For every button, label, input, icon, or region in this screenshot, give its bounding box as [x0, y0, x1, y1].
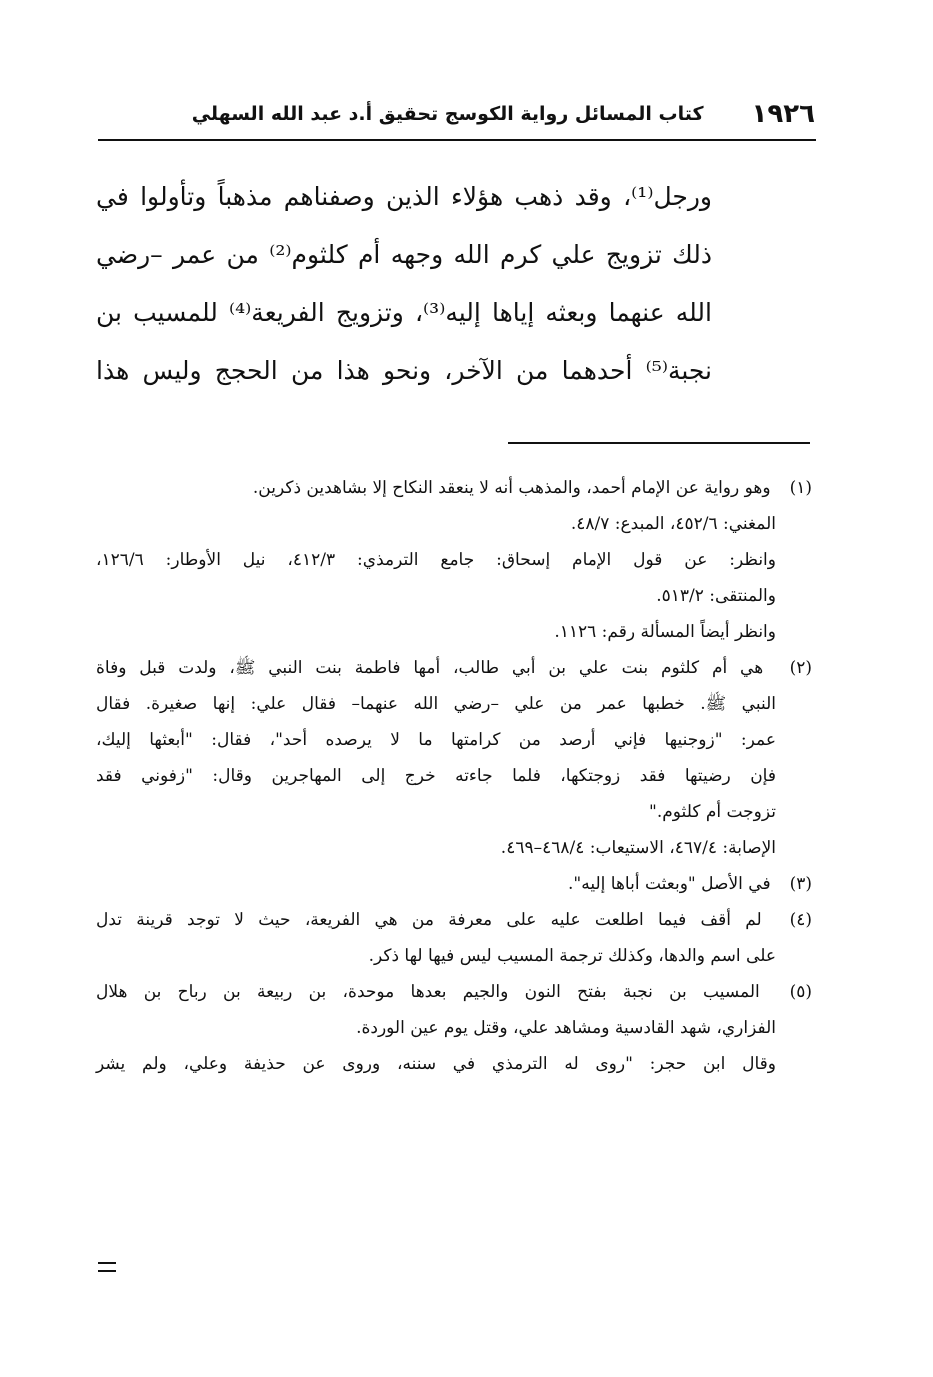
main-text-line: نجبة⁽⁵⁾ أحدهما من الآخر، ونحو هذا من الحجج وليس هذا: [96, 356, 712, 385]
footnote-2-line: تزوجت أم كلثوم.": [649, 802, 776, 822]
continuation-mark: [98, 1262, 116, 1272]
main-text: [96, 168, 712, 400]
main-text-line: الله عنهما وبعثه إياها إليه⁽³⁾، وتزويج الفريعة⁽⁴⁾ للمسيب بن: [96, 298, 712, 327]
footnotes: [96, 470, 812, 1082]
main-text-line: ورجل⁽¹⁾، وقد ذهب هؤلاء الذين وصفناهم مذهباً وتأولوا في: [96, 182, 712, 211]
footnote-1-line: وانظر أيضاً المسألة رقم: ١١٢٦.: [554, 622, 776, 642]
main-text-line: ذلك تزويج علي كرم الله وجهه أم كلثوم⁽²⁾ من عمر –رضي: [96, 240, 712, 269]
footnote-4-line: على اسم والدها، وكذلك ترجمة المسيب ليس فيها لها ذكر.: [368, 946, 776, 966]
footnote-text: هي أم كلثوم بنت علي بن أبي طالب، أمها فاطمة بنت النبي ﷺ، ولدت قبل وفاة: [96, 658, 764, 678]
footnote-text: لم أقف فيما اطلعت عليه على معرفة من هي الفريعة، حيث لا توجد قرينة تدل: [96, 910, 762, 930]
footnote-1-line: [96, 470, 812, 506]
footnote-text: المسيب بن نجبة بفتح النون والجيم بعدها موحدة، بن ربيعة بن رباح بن هلال: [96, 982, 760, 1002]
footnote-2-line: النبي ﷺ. خطبها عمر من علي –رضي الله عنهما– فقال علي: إنها صغيرة. فقال: [96, 694, 776, 714]
footnote-5-line: وقال ابن حجر: "روى له الترمذي في سننه، وروى عن حذيفة وعلي، ولم يشر: [96, 1054, 776, 1074]
footnote-text: في الأصل "وبعثت أباها إليه".: [568, 874, 771, 894]
footnote-number: (٣): [789, 874, 812, 894]
footnote-text: وهو رواية عن الإمام أحمد، والمذهب أنه لا ينعقد النكاح إلا بشاهدين ذكرين.: [252, 478, 771, 498]
footnote-2-line: [96, 650, 812, 686]
footnote-1-line: وانظر: عن قول الإمام إسحاق: جامع الترمذي: ٤١٢/٣، نيل الأوطار: ١٢٦/٦،: [96, 550, 776, 570]
footnote-number: (٤): [789, 910, 813, 930]
footnote-2-line: فإن رضيتها فقد زوجتكها، فلما جاءته خرج إلى المهاجرين وقال: "زفوني فقد: [96, 766, 776, 786]
footnote-1-line: والمنتقى: ٥١٣/٢.: [656, 586, 776, 606]
header-title: كتاب المسائل رواية الكوسج تحقيق أ.د عبد الله السهلي: [191, 103, 704, 125]
footnote-2-line: الإصابة: ٤٦٧/٤، الاستيعاب: ٤٦٨/٤–٤٦٩.: [500, 838, 776, 858]
footnote-1-line: المغني: ٤٥٢/٦، المبدع: ٤٨/٧.: [570, 514, 776, 534]
footnote-4-line: [96, 902, 812, 938]
footnote-number: (٢): [789, 658, 812, 678]
footnote-number: (١): [789, 478, 812, 498]
footnote-5-line: الفزاري، شهد القادسية ومشاهد علي، وقتل يوم عين الوردة.: [356, 1018, 776, 1038]
footnote-2-line: عمر: "زوجنيها فإني أرصد من كرامتها ما لا يرصده أحد"، فقال: "أبعثها إليك،: [96, 730, 776, 750]
footnote-5-line: [96, 974, 812, 1010]
footnote-number: (٥): [789, 982, 812, 1002]
page-number: ١٩٢٦: [751, 99, 815, 129]
running-header: [100, 92, 815, 136]
header-divider: [98, 139, 816, 141]
footnote-separator: [508, 442, 810, 444]
footnote-3-line: [96, 866, 812, 902]
